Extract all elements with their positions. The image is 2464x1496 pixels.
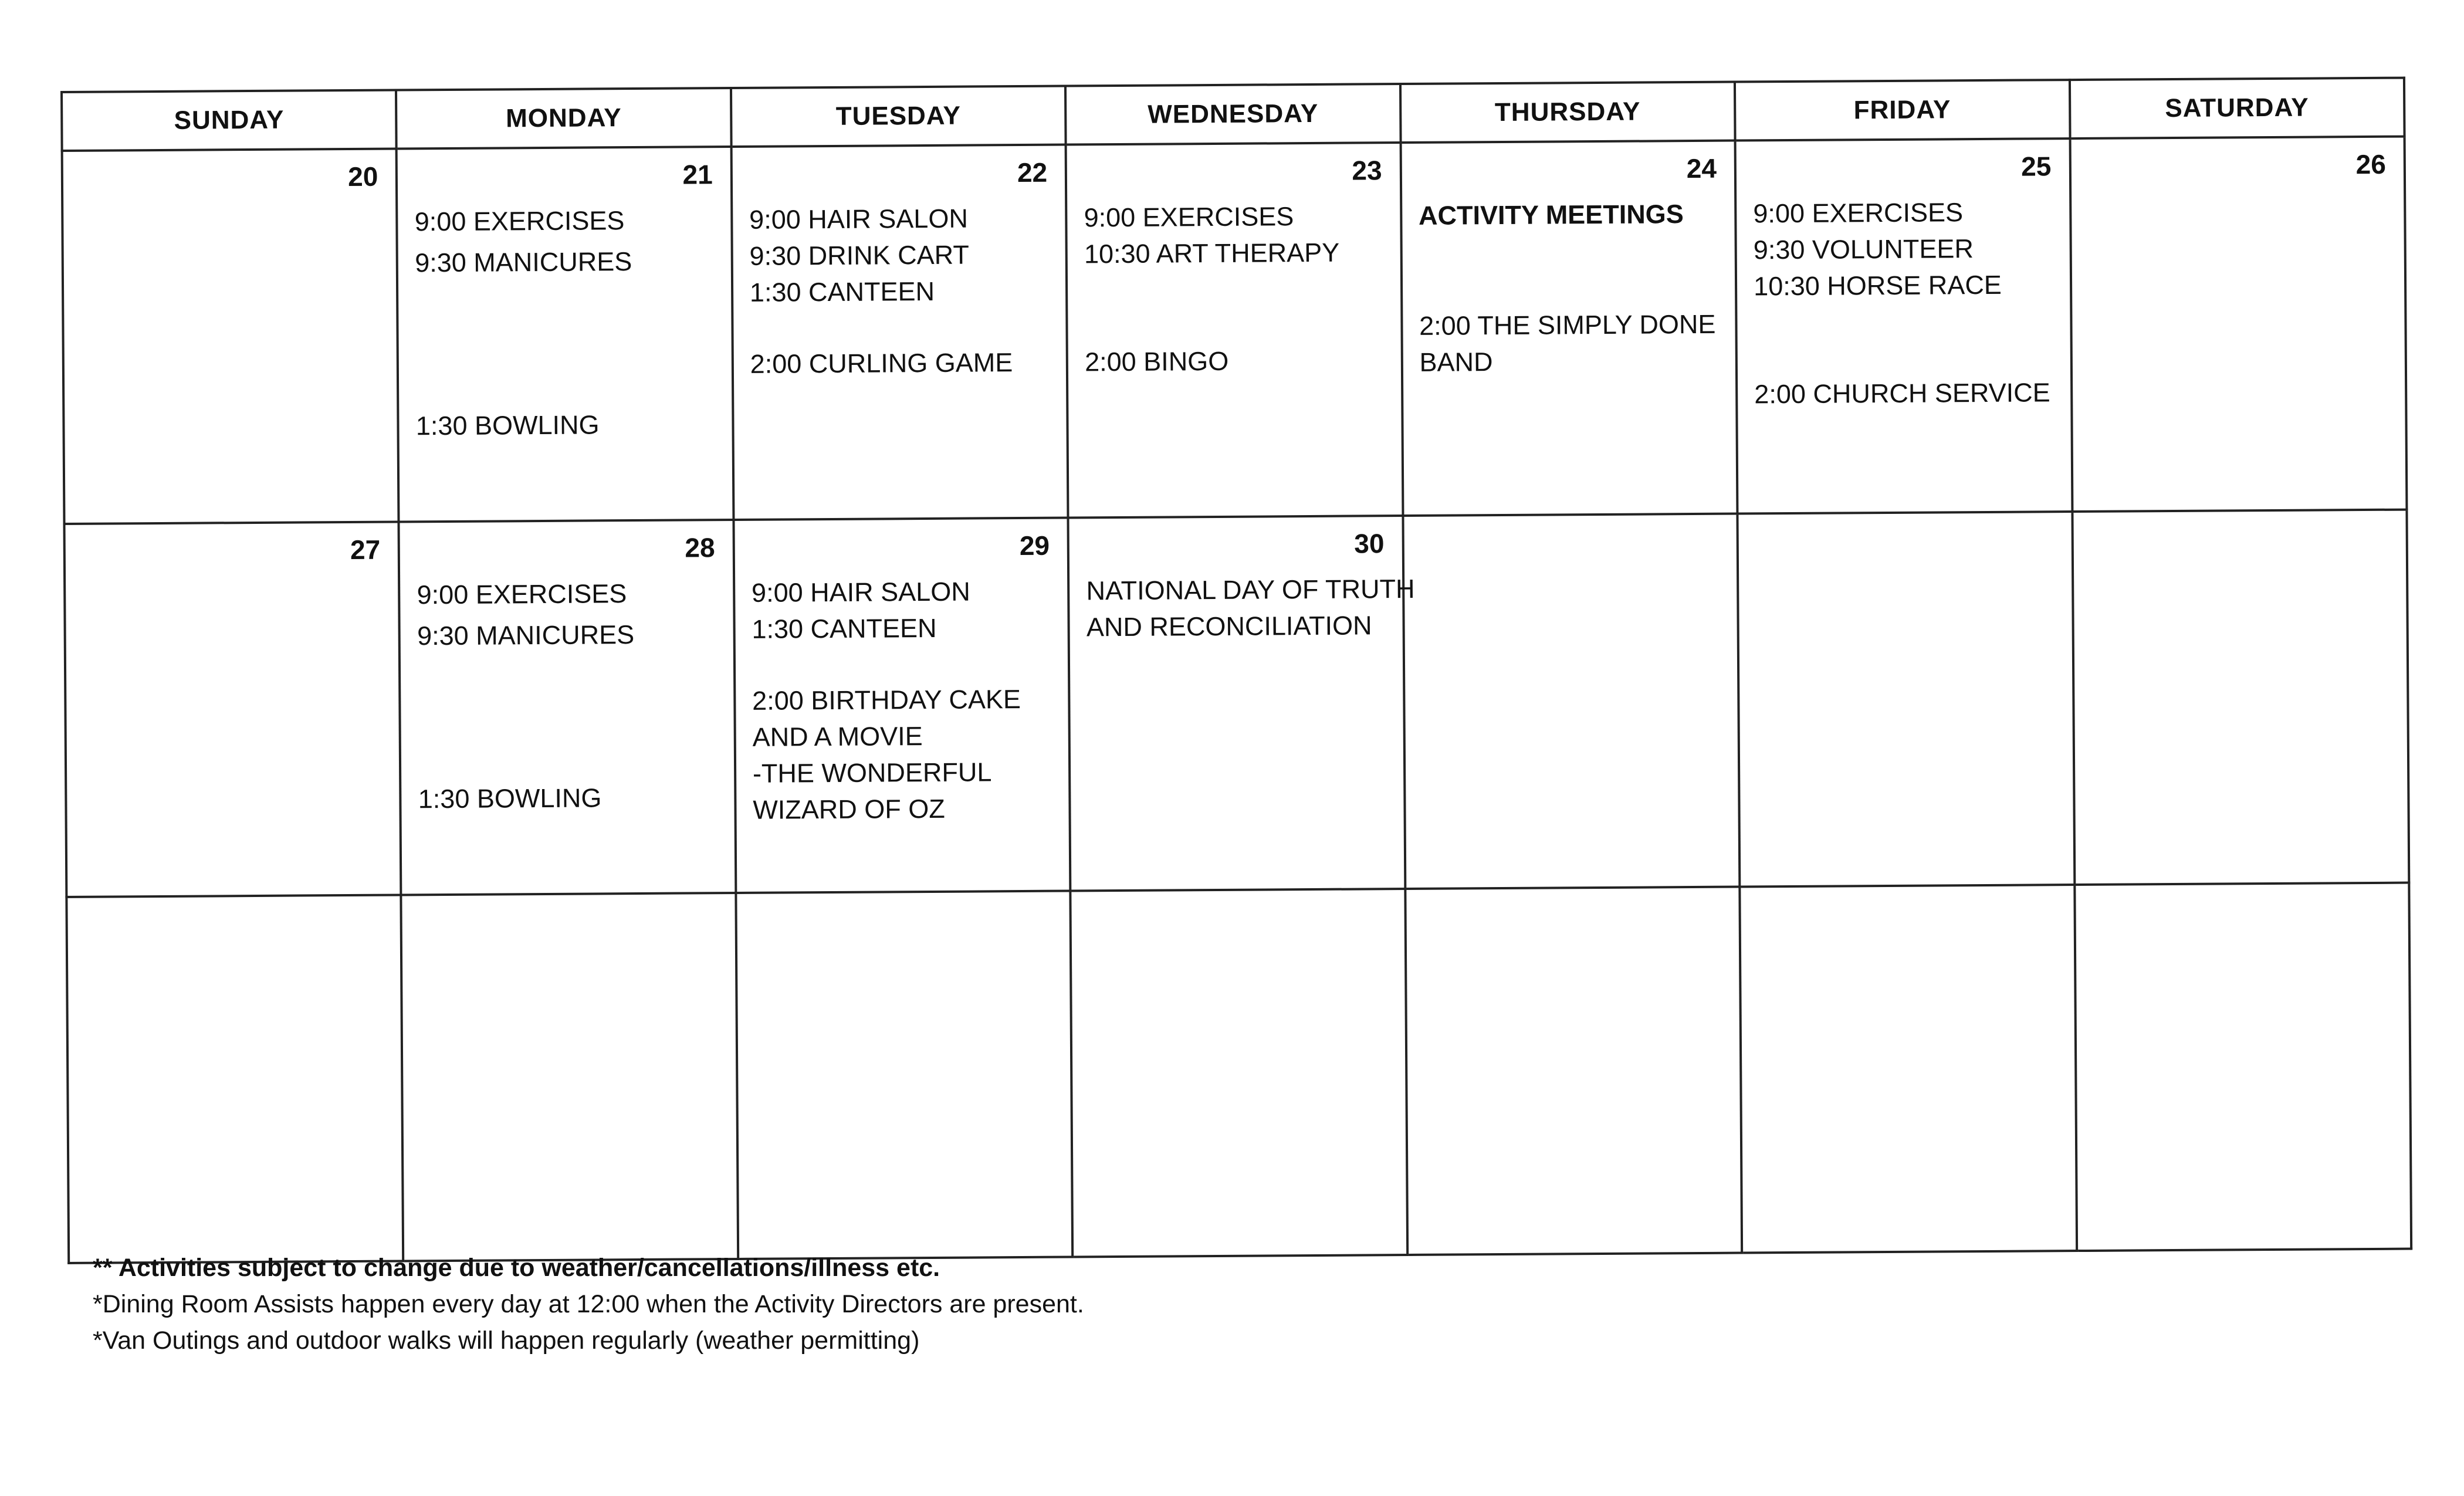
- day-number: 25: [2021, 151, 2052, 182]
- day-number: 20: [347, 161, 378, 192]
- event-entry: 9:30 DRINK CART: [749, 239, 970, 271]
- day-cell: [731, 145, 1068, 520]
- day-number: 23: [1352, 155, 1382, 186]
- day-cell: [66, 895, 403, 1263]
- day-cell: [1739, 885, 2076, 1253]
- weekday-monday: MONDAY: [396, 88, 731, 148]
- day-number: 21: [682, 159, 713, 190]
- day-cell: [1400, 141, 1737, 516]
- day-number: 24: [1686, 153, 1717, 184]
- week-row: [66, 883, 2411, 1263]
- weekday-sunday: SUNDAY: [62, 90, 397, 151]
- event-entry: 2:00 CURLING GAME: [750, 347, 1013, 379]
- event-entry: 1:30 BOWLING: [418, 783, 602, 814]
- day-cell: [2072, 510, 2409, 885]
- day-cell: [397, 147, 733, 522]
- day-cell: [399, 520, 736, 895]
- day-cell: [2074, 883, 2411, 1251]
- weekday-wednesday: WEDNESDAY: [1065, 84, 1400, 144]
- week-row: [65, 510, 2409, 897]
- event-entry: 2:00 THE SIMPLY DONE: [1419, 309, 1716, 341]
- weekday-friday: FRIDAY: [1735, 80, 2070, 140]
- day-cell: [401, 893, 738, 1261]
- footnotes: [93, 1250, 1084, 1359]
- calendar-grid: [60, 77, 2412, 1264]
- weekday-tuesday: TUESDAY: [731, 86, 1066, 147]
- day-number: 22: [1017, 157, 1048, 188]
- day-cell: [1405, 887, 1742, 1255]
- footnote-dining: *Dining Room Assists happen every day at 12:00 when the Activity Directors are present.: [93, 1290, 1084, 1318]
- day-cell: [1071, 889, 1407, 1257]
- day-cell: [62, 149, 399, 524]
- day-cell: [1403, 514, 1739, 889]
- day-number: 28: [685, 532, 715, 563]
- event-entry: WIZARD OF OZ: [753, 793, 945, 825]
- event-entry: 1:30 BOWLING: [415, 409, 600, 441]
- event-entry: AND A MOVIE: [752, 721, 923, 752]
- weekday-thursday: THURSDAY: [1400, 82, 1735, 143]
- day-cell: [1066, 143, 1403, 517]
- day-number: 27: [350, 534, 381, 565]
- event-entry: 10:30 ART THERAPY: [1084, 237, 1340, 269]
- event-entry: 9:00 EXERCISES: [417, 578, 627, 610]
- day-number: 29: [1019, 530, 1050, 561]
- day-cell: [1735, 138, 2072, 513]
- day-cell: [736, 891, 1072, 1259]
- event-entry: 9:00 HAIR SALON: [751, 576, 970, 608]
- footnote-disclaimer: ** Activities subject to change due to weather/cancellations/illness etc.: [93, 1254, 940, 1282]
- event-entry: 9:00 EXERCISES: [414, 205, 625, 237]
- event-entry: -THE WONDERFUL: [752, 757, 992, 788]
- event-entry: 1:30 CANTEEN: [752, 612, 937, 644]
- weekday-saturday: SATURDAY: [2069, 78, 2404, 138]
- event-entry: 9:30 VOLUNTEER: [1753, 233, 1974, 265]
- event-entry: ACTIVITY MEETINGS: [1418, 199, 1684, 231]
- day-cell: [1068, 516, 1415, 891]
- day-cell: [733, 518, 1070, 893]
- day-cell: [1738, 512, 2074, 886]
- event-entry: 2:00 CHURCH SERVICE: [1754, 377, 2050, 409]
- event-entry: 9:00 EXERCISES: [1753, 197, 1964, 229]
- event-entry: 1:30 CANTEEN: [749, 276, 935, 307]
- event-entry: 10:30 HORSE RACE: [1754, 269, 2002, 302]
- day-number: 26: [2355, 148, 2386, 180]
- day-cell: [65, 522, 401, 896]
- day-cell: [2070, 137, 2407, 512]
- event-entry: 9:30 MANICURES: [417, 620, 635, 651]
- day-number: 30: [1354, 528, 1385, 559]
- event-entry: 9:00 EXERCISES: [1084, 201, 1294, 233]
- footnote-van-outings: *Van Outings and outdoor walks will happen regularly (weather permitting): [93, 1326, 920, 1355]
- event-entry: 9:30 MANICURES: [415, 246, 632, 278]
- event-entry: 2:00 BINGO: [1084, 346, 1229, 377]
- event-entry: 9:00 HAIR SALON: [749, 203, 969, 235]
- event-entry: NATIONAL DAY OF TRUTH: [1086, 573, 1415, 606]
- event-entry: 2:00 BIRTHDAY CAKE: [752, 684, 1021, 716]
- week-row: [62, 137, 2407, 524]
- event-entry: AND RECONCILIATION: [1086, 610, 1372, 642]
- event-entry: BAND: [1419, 347, 1493, 377]
